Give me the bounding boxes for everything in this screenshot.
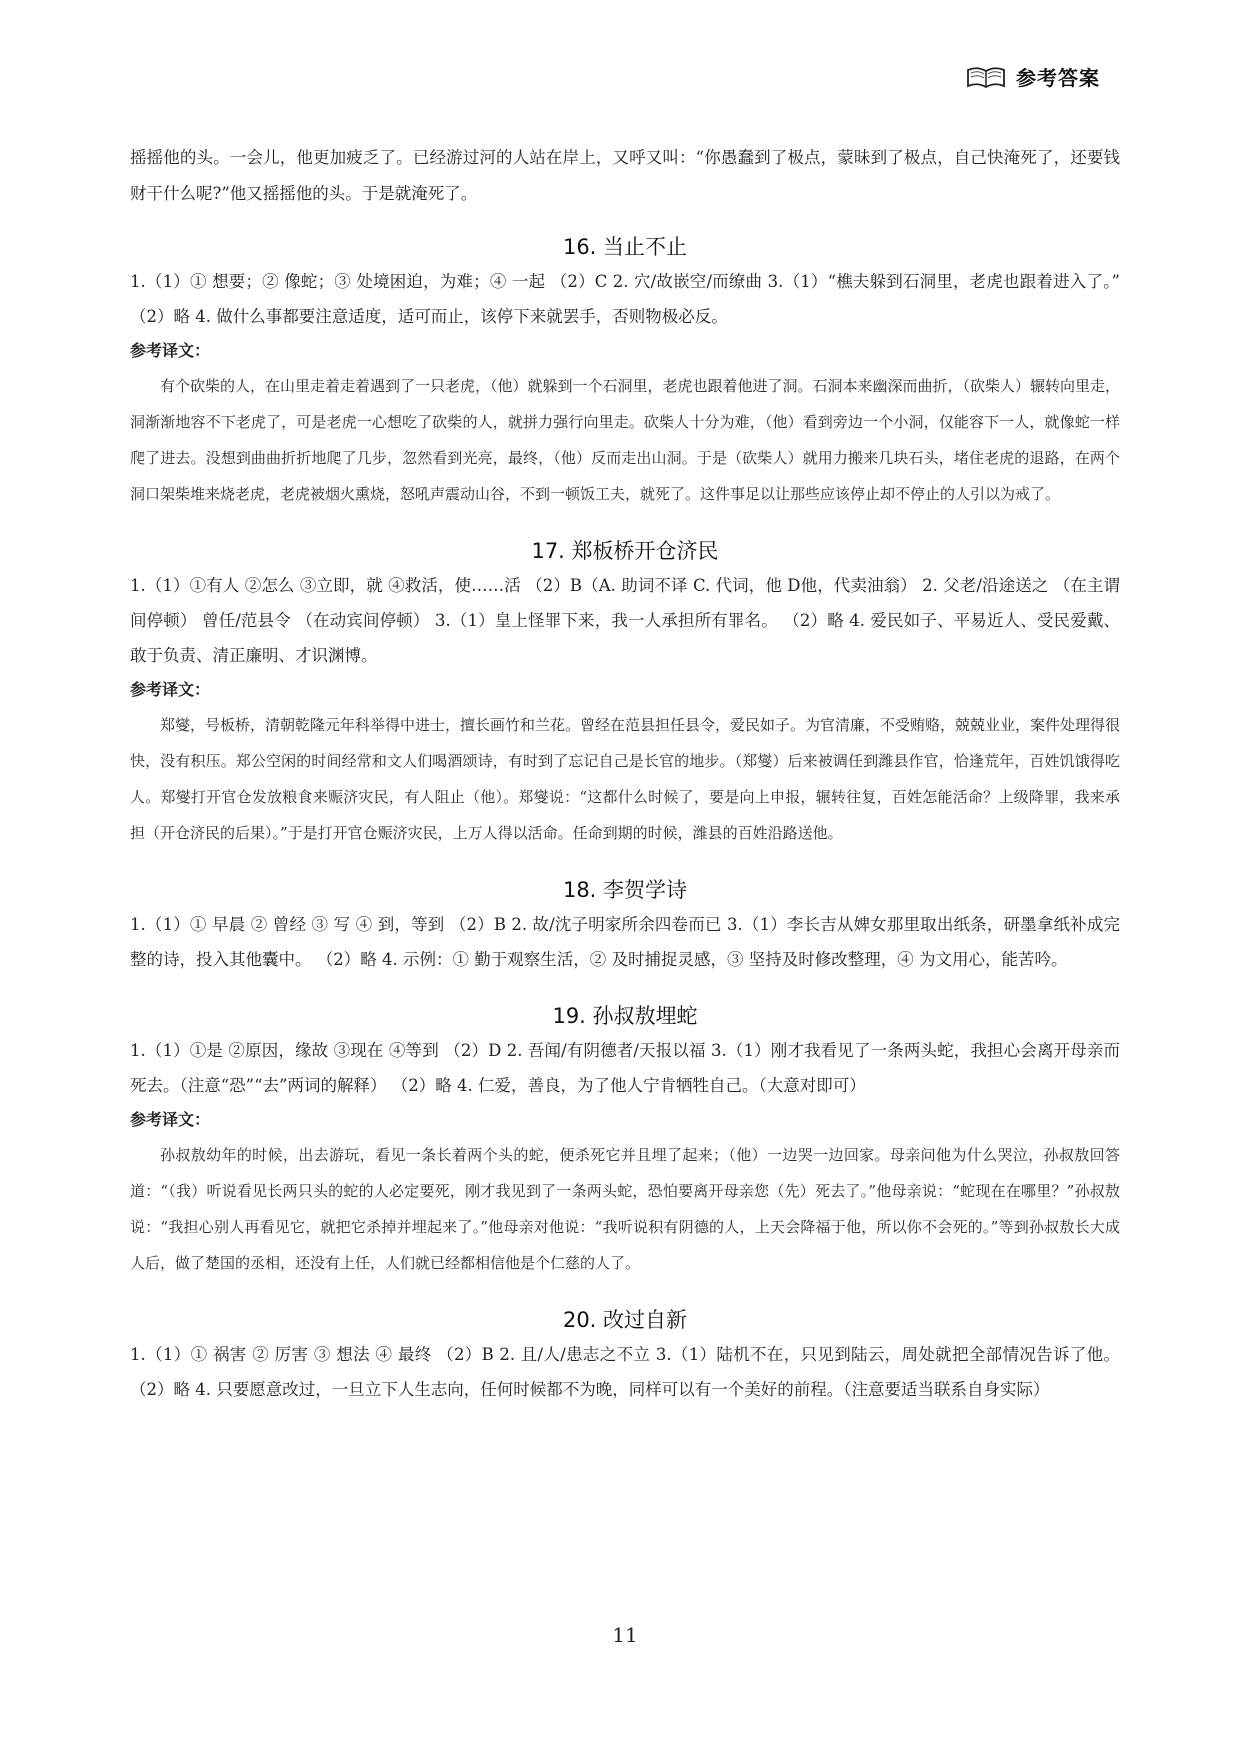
section-title: 19. 孙叔敖埋蛇: [552, 1004, 698, 1028]
translation-label: 参考译文：: [130, 680, 211, 699]
section-answer: 1.（1）① 早晨 ② 曾经 ③ 写 ④ 到，等到 （2）B 2. 故/沈子明家所余四卷而已 3.（1）李长吉从婢女那里取出纸条，研墨拿纸补成完整的诗，投入其他囊中。 （2）略 4. 示例：① 勤于观察生活，② 及时捕捉灵感，③ 坚持及时修改整理，④ 为文用心，能苦吟。: [130, 915, 1120, 969]
section-title: 16. 当止不止: [562, 235, 688, 259]
section-answer: 1.（1）①是 ②原因，缘故 ③现在 ④等到 （2）D 2. 吾闻/有阴德者/天报以福 3.（1）刚才我看见了一条两头蛇，我担心会离开母亲而死去。（注意“恐”“去”两词的解释） （2）略 4. 仁爱，善良，为了他人宁肯牺牲自己。（大意对即可）: [130, 1041, 1120, 1095]
page-number: 11: [612, 1623, 638, 1647]
section-19: [130, 999, 1120, 1281]
section-answer: 1.（1）① 想要；② 像蛇；③ 处境困迫，为难；④ 一起 （2）C 2. 穴/故嵌空/而缭曲 3.（1）“樵夫躲到石洞里，老虎也跟着进入了。” （2）略 4. 做什么事都要注意适度，适可而止，该停下来就罢手，否则物极必反。: [130, 272, 1120, 326]
section-title: 17. 郑板桥开仓济民: [531, 539, 719, 563]
section-20: [130, 1303, 1120, 1407]
header-title: 参考答案: [1016, 66, 1100, 90]
translation-label: 参考译文：: [130, 1110, 211, 1129]
translation-text: 孙叔敖幼年的时候，出去游玩，看见一条长着两个头的蛇，便杀死它并且埋了起来；（他）一边哭一边回家。母亲问他为什么哭泣，孙叔敖回答道：“（我）听说看见长两只头的蛇的人必定要死，刚才我见到了一条两头蛇，恐怕要离开母亲您（先）死去了。”他母亲说：“蛇现在在哪里？”孙叔敖说：“我担心别人再看见它，就把它杀掉并埋起来了。”他母亲对他说：“我听说积有阴德的人，上天会降福于他，所以你不会死的。”等到孙叔敖长大成人后，做了楚国的丞相，还没有上任，人们就已经都相信他是个仁慈的人了。: [130, 1146, 1120, 1272]
translation-text: 郑燮，号板桥，清朝乾隆元年科举得中进士，擅长画竹和兰花。曾经在范县担任县令，爱民如子。为官清廉，不受贿赂，兢兢业业，案件处理得很快，没有积压。郑公空闲的时间经常和文人们喝酒颂诗，有时到了忘记自己是长官的地步。（郑燮）后来被调任到潍县作官，恰逢荒年，百姓饥饿得吃人。郑燮打开官仓发放粮食来赈济灾民，有人阻止（他）。郑燮说：“这都什么时候了，要是向上申报，辗转往复，百姓怎能活命？上级降罪，我来承担（开仓济民的后果）。”于是打开官仓赈济灾民，上万人得以活命。任命到期的时候，潍县的百姓沿路送他。: [130, 716, 1121, 842]
section-16: [130, 230, 1120, 512]
translation-text: 有个砍柴的人，在山里走着走着遇到了一只老虎，（他）就躲到一个石洞里，老虎也跟着他进了洞。石洞本来幽深而曲折，（砍柴人）辗转向里走，洞渐渐地容不下老虎了，可是老虎一心想吃了砍柴的人，就拼力强行向里走。砍柴人十分为难，（他）看到旁边一个小洞，仅能容下一人，就像蛇一样爬了进去。没想到曲曲折折地爬了几步，忽然看到光亮，最终，（他）反而走出山洞。于是（砍柴人）就用力搬来几块石头，堵住老虎的退路，在两个洞口架柴堆来烧老虎，老虎被烟火熏烧，怒吼声震动山谷，不到一顿饭工夫，就死了。这件事足以让那些应该停止却不停止的人引以为戒了。: [130, 377, 1121, 503]
translation-label: 参考译文：: [130, 341, 211, 360]
intro-paragraph: 摇摇他的头。一会儿，他更加疲乏了。已经游过河的人站在岸上，又呼又叫：“你愚蠢到了极点，蒙昧到了极点，自己快淹死了，还要钱财干什么呢?”他又摇摇他的头。于是就淹死了。: [130, 148, 1120, 203]
section-answer: 1.（1）① 祸害 ② 厉害 ③ 想法 ④ 最终 （2）B 2. 且/人/患志之不立 3.（1）陆机不在，只见到陆云，周处就把全部情况告诉了他。 （2）略 4. 只要愿意改过，一旦立下人生志向，任何时候都不为晚，同样可以有一个美好的前程。（注意要适当联系自身实际）: [130, 1345, 1120, 1399]
section-answer: 1.（1）①有人 ②怎么 ③立即，就 ④救活，使……活 （2）B（A. 助词不译 C. 代词，他 D他，代卖油翁） 2. 父老/沿途送之 （在主谓间停顿） 曾任/范县令 （在动宾间停顿） 3.（1）皇上怪罪下来，我一人承担所有罪名。 （2）略 4. 爱民如子、平易近人、受民爱戴、敢于负责、清正廉明、才识渊博。: [130, 576, 1120, 665]
page-header: [966, 62, 1100, 91]
open-book-icon: [966, 64, 1006, 90]
section-17: [130, 534, 1120, 851]
section-18: [130, 873, 1120, 977]
section-title: 18. 李贺学诗: [562, 878, 688, 902]
answer-content: [130, 140, 1120, 1429]
section-title: 20. 改过自新: [562, 1308, 688, 1332]
